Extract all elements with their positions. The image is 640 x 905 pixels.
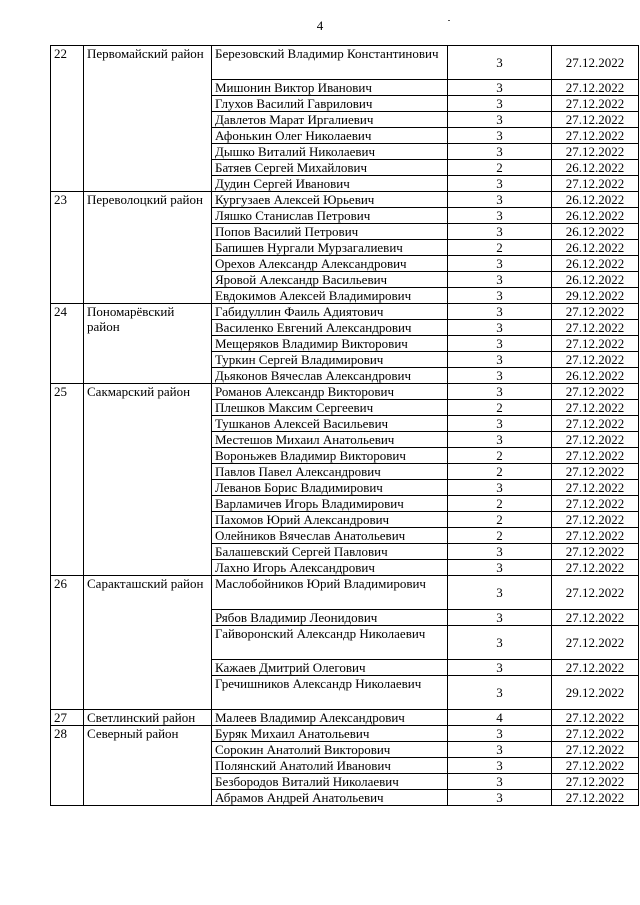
person-name: Леванов Борис Владимирович — [212, 480, 448, 496]
grade-value: 3 — [448, 128, 552, 144]
page-number: 4 — [316, 18, 324, 33]
person-name: Сорокин Анатолий Викторович — [212, 742, 448, 758]
date-value: 27.12.2022 — [552, 432, 639, 448]
grade-value: 3 — [448, 432, 552, 448]
person-name: Рябов Владимир Леонидович — [212, 610, 448, 626]
grade-value: 3 — [448, 626, 552, 660]
person-name: Березовский Владимир Константинович — [212, 46, 448, 80]
grade-value: 2 — [448, 512, 552, 528]
grade-value: 3 — [448, 144, 552, 160]
date-value: 26.12.2022 — [552, 240, 639, 256]
date-value: 27.12.2022 — [552, 144, 639, 160]
date-value: 27.12.2022 — [552, 80, 639, 96]
person-name: Кажаев Дмитрий Олегович — [212, 660, 448, 676]
grade-value: 3 — [448, 176, 552, 192]
district-name: Пономарёвский район — [84, 304, 212, 384]
grade-value: 3 — [448, 272, 552, 288]
date-value: 26.12.2022 — [552, 256, 639, 272]
date-value: 26.12.2022 — [552, 272, 639, 288]
grade-value: 2 — [448, 496, 552, 512]
grade-value: 3 — [448, 676, 552, 710]
district-name: Переволоцкий район — [84, 192, 212, 304]
date-value: 27.12.2022 — [552, 710, 639, 726]
date-value: 27.12.2022 — [552, 464, 639, 480]
grade-value: 2 — [448, 528, 552, 544]
grade-value: 3 — [448, 480, 552, 496]
date-value: 27.12.2022 — [552, 448, 639, 464]
person-name: Вороньжев Владимир Викторович — [212, 448, 448, 464]
table-row — [51, 192, 639, 208]
grade-value: 2 — [448, 464, 552, 480]
grade-value: 3 — [448, 742, 552, 758]
person-name: Ляшко Станислав Петрович — [212, 208, 448, 224]
district-number: 24 — [51, 304, 84, 384]
person-name: Батяев Сергей Михайлович — [212, 160, 448, 176]
date-value: 27.12.2022 — [552, 496, 639, 512]
district-name: Первомайский район — [84, 46, 212, 192]
grade-value: 3 — [448, 336, 552, 352]
date-value: 27.12.2022 — [552, 96, 639, 112]
date-value: 27.12.2022 — [552, 626, 639, 660]
person-name: Габидуллин Фаиль Адиятович — [212, 304, 448, 320]
district-number: 23 — [51, 192, 84, 304]
grade-value: 2 — [448, 448, 552, 464]
person-name: Дьяконов Вячеслав Александрович — [212, 368, 448, 384]
date-value: 26.12.2022 — [552, 224, 639, 240]
registry-table — [50, 45, 639, 806]
grade-value: 3 — [448, 352, 552, 368]
person-name: Тушканов Алексей Васильевич — [212, 416, 448, 432]
date-value: 27.12.2022 — [552, 660, 639, 676]
district-number: 25 — [51, 384, 84, 576]
date-value: 27.12.2022 — [552, 304, 639, 320]
date-value: 26.12.2022 — [552, 208, 639, 224]
date-value: 26.12.2022 — [552, 192, 639, 208]
person-name: Гречишников Александр Николаевич — [212, 676, 448, 710]
person-name: Бапишев Нургали Мурзагалиевич — [212, 240, 448, 256]
person-name: Абрамов Андрей Анатольевич — [212, 790, 448, 806]
district-number: 28 — [51, 726, 84, 806]
person-name: Маслобойников Юрий Владимирович — [212, 576, 448, 610]
date-value: 27.12.2022 — [552, 384, 639, 400]
date-value: 27.12.2022 — [552, 560, 639, 576]
person-name: Безбородов Виталий Николаевич — [212, 774, 448, 790]
date-value: 26.12.2022 — [552, 160, 639, 176]
scan-speck — [448, 20, 450, 21]
grade-value: 3 — [448, 726, 552, 742]
person-name: Олейников Вячеслав Анатольевич — [212, 528, 448, 544]
district-name: Северный район — [84, 726, 212, 806]
person-name: Местешов Михаил Анатольевич — [212, 432, 448, 448]
date-value: 27.12.2022 — [552, 112, 639, 128]
date-value: 29.12.2022 — [552, 676, 639, 710]
person-name: Пахомов Юрий Александрович — [212, 512, 448, 528]
grade-value: 2 — [448, 160, 552, 176]
table-row — [51, 726, 639, 742]
date-value: 27.12.2022 — [552, 176, 639, 192]
person-name: Варламичев Игорь Владимирович — [212, 496, 448, 512]
person-name: Афонькин Олег Николаевич — [212, 128, 448, 144]
date-value: 27.12.2022 — [552, 512, 639, 528]
district-name: Сакмарский район — [84, 384, 212, 576]
grade-value: 3 — [448, 610, 552, 626]
person-name: Дышко Виталий Николаевич — [212, 144, 448, 160]
grade-value: 3 — [448, 576, 552, 610]
person-name: Лахно Игорь Александрович — [212, 560, 448, 576]
date-value: 27.12.2022 — [552, 352, 639, 368]
grade-value: 3 — [448, 288, 552, 304]
person-name: Мещеряков Владимир Викторович — [212, 336, 448, 352]
person-name: Кургузаев Алексей Юрьевич — [212, 192, 448, 208]
person-name: Яровой Александр Васильевич — [212, 272, 448, 288]
person-name: Плешков Максим Сергеевич — [212, 400, 448, 416]
date-value: 27.12.2022 — [552, 480, 639, 496]
district-number: 26 — [51, 576, 84, 710]
grade-value: 4 — [448, 710, 552, 726]
district-name: Саракташский район — [84, 576, 212, 710]
person-name: Туркин Сергей Владимирович — [212, 352, 448, 368]
person-name: Давлетов Марат Иргалиевич — [212, 112, 448, 128]
date-value: 27.12.2022 — [552, 742, 639, 758]
date-value: 27.12.2022 — [552, 320, 639, 336]
date-value: 27.12.2022 — [552, 610, 639, 626]
person-name: Орехов Александр Александрович — [212, 256, 448, 272]
person-name: Балашевский Сергей Павлович — [212, 544, 448, 560]
grade-value: 2 — [448, 240, 552, 256]
grade-value: 3 — [448, 758, 552, 774]
grade-value: 3 — [448, 256, 552, 272]
grade-value: 3 — [448, 368, 552, 384]
district-name: Светлинский район — [84, 710, 212, 726]
date-value: 27.12.2022 — [552, 544, 639, 560]
grade-value: 3 — [448, 112, 552, 128]
grade-value: 3 — [448, 96, 552, 112]
grade-value: 3 — [448, 224, 552, 240]
grade-value: 3 — [448, 192, 552, 208]
grade-value: 3 — [448, 320, 552, 336]
grade-value: 3 — [448, 384, 552, 400]
table-row — [51, 576, 639, 610]
date-value: 26.12.2022 — [552, 368, 639, 384]
date-value: 27.12.2022 — [552, 400, 639, 416]
grade-value: 3 — [448, 560, 552, 576]
table-row — [51, 384, 639, 400]
date-value: 27.12.2022 — [552, 128, 639, 144]
date-value: 27.12.2022 — [552, 790, 639, 806]
table-row — [51, 46, 639, 80]
person-name: Глухов Василий Гаврилович — [212, 96, 448, 112]
person-name: Павлов Павел Александрович — [212, 464, 448, 480]
grade-value: 3 — [448, 208, 552, 224]
person-name: Полянский Анатолий Иванович — [212, 758, 448, 774]
grade-value: 3 — [448, 544, 552, 560]
table-row — [51, 304, 639, 320]
grade-value: 3 — [448, 416, 552, 432]
grade-value: 3 — [448, 660, 552, 676]
person-name: Гайворонский Александр Николаевич — [212, 626, 448, 660]
grade-value: 3 — [448, 46, 552, 80]
person-name: Попов Василий Петрович — [212, 224, 448, 240]
grade-value: 3 — [448, 80, 552, 96]
district-number: 27 — [51, 710, 84, 726]
district-number: 22 — [51, 46, 84, 192]
grade-value: 3 — [448, 304, 552, 320]
person-name: Дудин Сергей Иванович — [212, 176, 448, 192]
date-value: 27.12.2022 — [552, 336, 639, 352]
grade-value: 3 — [448, 790, 552, 806]
date-value: 27.12.2022 — [552, 576, 639, 610]
date-value: 27.12.2022 — [552, 726, 639, 742]
date-value: 27.12.2022 — [552, 758, 639, 774]
date-value: 27.12.2022 — [552, 774, 639, 790]
person-name: Василенко Евгений Александрович — [212, 320, 448, 336]
grade-value: 3 — [448, 774, 552, 790]
person-name: Романов Александр Викторович — [212, 384, 448, 400]
date-value: 29.12.2022 — [552, 288, 639, 304]
date-value: 27.12.2022 — [552, 416, 639, 432]
date-value: 27.12.2022 — [552, 528, 639, 544]
registry-table-body — [51, 46, 639, 806]
person-name: Евдокимов Алексей Владимирович — [212, 288, 448, 304]
date-value: 27.12.2022 — [552, 46, 639, 80]
person-name: Буряк Михаил Анатольевич — [212, 726, 448, 742]
table-row — [51, 710, 639, 726]
grade-value: 2 — [448, 400, 552, 416]
person-name: Малеев Владимир Александрович — [212, 710, 448, 726]
person-name: Мишонин Виктор Иванович — [212, 80, 448, 96]
